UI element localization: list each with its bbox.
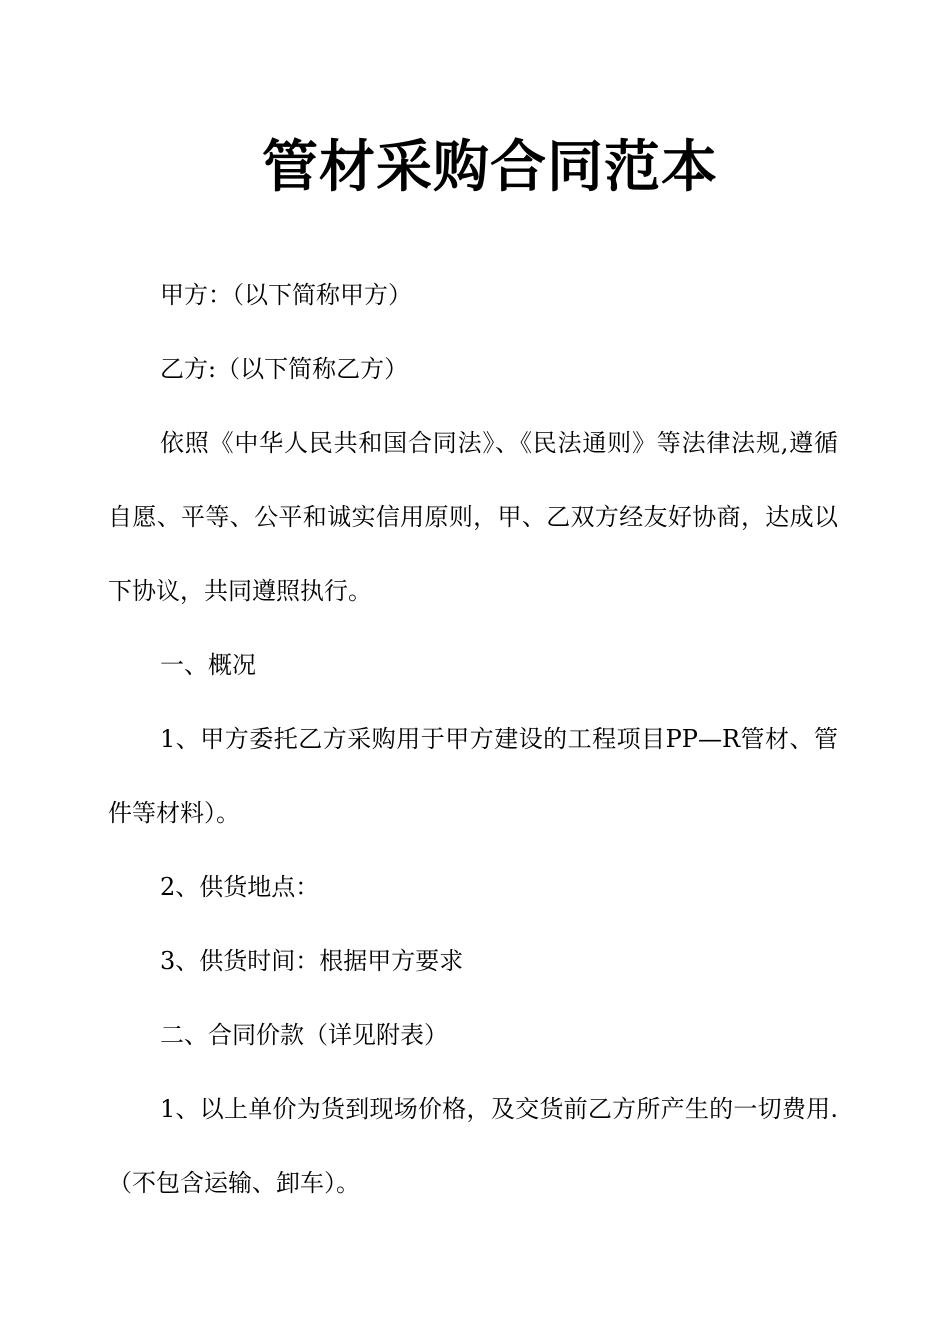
party-a-line: 甲方：（以下简称甲方） (160, 281, 412, 309)
party-b-line: 乙方:（以下简称乙方） (160, 355, 409, 383)
clause-1-3: 3、供货时间：根据甲方要求 (160, 947, 464, 975)
section-heading-contract-price: 二、合同价款（详见附表） (160, 1021, 448, 1049)
section-heading-overview: 一、概况 (160, 651, 256, 679)
document-title: 管材采购合同范本 (262, 135, 718, 200)
clause-1-2: 2、供货地点： (160, 873, 320, 901)
clause-2-1: 1、以上单价为货到现场价格，及交货前乙方所产生的一切费用.（不包含运输、卸车）。 (108, 1095, 838, 1197)
preamble-paragraph: 依照《中华人民共和国合同法》、《民法通则》等法律法规,遵循自愿、平等、公平和诚实信用原则，甲、乙双方经友好协商，达成以下协议，共同遵照执行。 (108, 429, 838, 605)
document-body (108, 258, 838, 1220)
clause-1-1: 1、甲方委托乙方采购用于甲方建设的工程项目PP—R管材、管件等材料）。 (108, 725, 838, 827)
